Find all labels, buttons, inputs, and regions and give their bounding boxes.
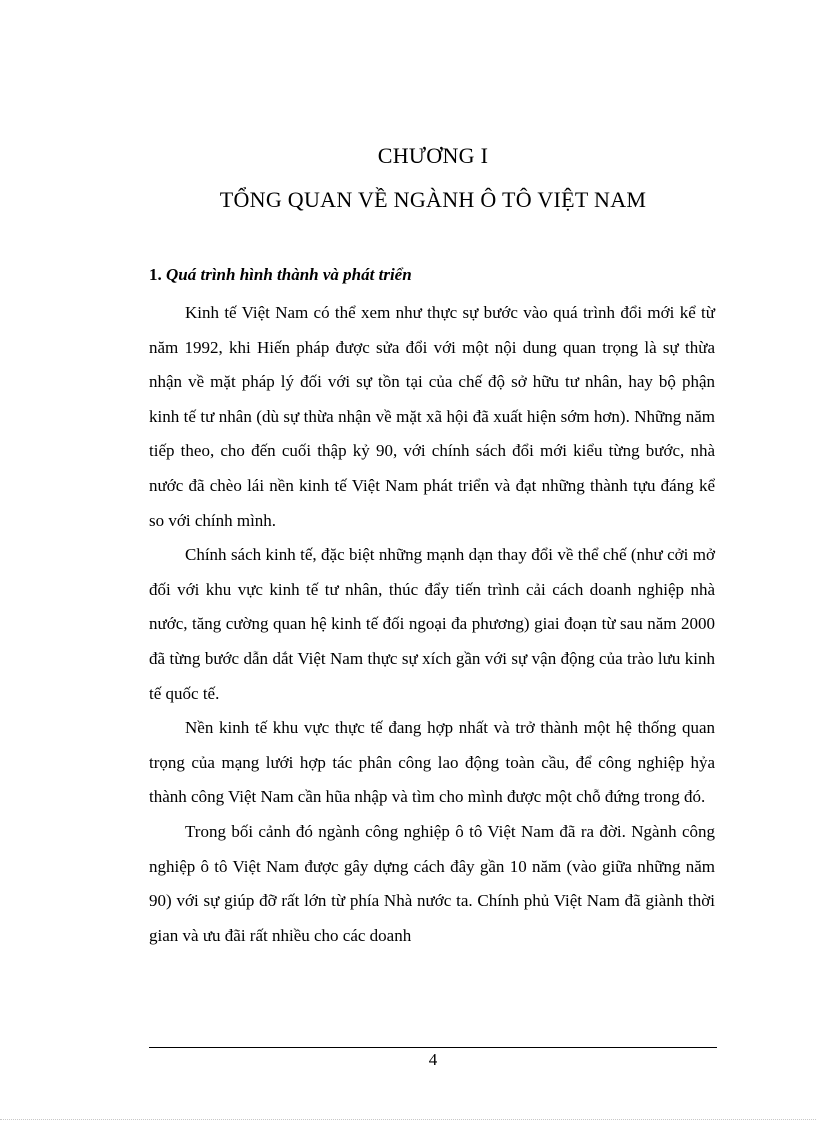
chapter-title: TỔNG QUAN VỀ NGÀNH Ô TÔ VIỆT NAM (219, 187, 647, 212)
paragraph: Kinh tế Việt Nam có thể xem như thực sự bước vào quá trình đổi mới kể từ năm 1992, khi Hiến pháp được sửa đổi với một nội dung quan trọng là sự thừa nhận về mặt pháp lý đối với sự tồn tại của chế độ sở hữu tư nhân, hay bộ phận kinh tế tư nhân (dù sự thừa nhận về mặt xã hội đã xuất hiện sớm hơn). Những năm tiếp theo, cho đến cuối thập kỷ 90, với chính sách đổi mới kiểu từng bước, nhà nước đã chèo lái nền kinh tế Việt Nam phát triển và đạt những thành tựu đáng kể so với chính mình. (149, 303, 715, 530)
paragraph: Chính sách kinh tế, đặc biệt những mạnh dạn thay đổi về thể chế (như cởi mở đối với khu vực kinh tế tư nhân, thúc đẩy tiến trình cải cách doanh nghiệp nhà nước, tăng cường quan hệ kinh tế đối ngoại đa phương) giai đoạn từ sau năm 2000 đã từng bước dẫn dắt Việt Nam thực sự xích gần với sự vận động của trào lưu kinh tế quốc tế. (149, 545, 715, 703)
paragraph: Trong bối cảnh đó ngành công nghiệp ô tô Việt Nam đã ra đời. Ngành công nghiệp ô tô Việt Nam được gây dựng cách đây gần 10 năm (vào giữa những năm 90) với sự giúp đỡ rất lớn từ phía Nhà nước ta. Chính phủ Việt Nam đã giành thời gian và ưu đãi rất nhiều cho các doanh (149, 821, 715, 945)
page-edge-divider (0, 1119, 816, 1120)
chapter-number: CHƯƠNG I (377, 143, 489, 168)
section-title: Quá trình hình thành và phát triển (166, 265, 412, 284)
body-text (149, 296, 715, 953)
footer-divider (149, 1047, 717, 1048)
section-number: 1. (149, 265, 162, 284)
paragraph: Nền kinh tế khu vực thực tế đang hợp nhất và trở thành một hệ thống quan trọng của mạng lưới hợp tác phân công lao động toàn cầu, để công nghiệp hỷa thành công Việt Nam cần hũa nhập và tìm cho mình được một chỗ đứng trong đó. (149, 718, 715, 807)
section-heading (149, 265, 412, 285)
page-number: 4 (428, 1050, 438, 1069)
